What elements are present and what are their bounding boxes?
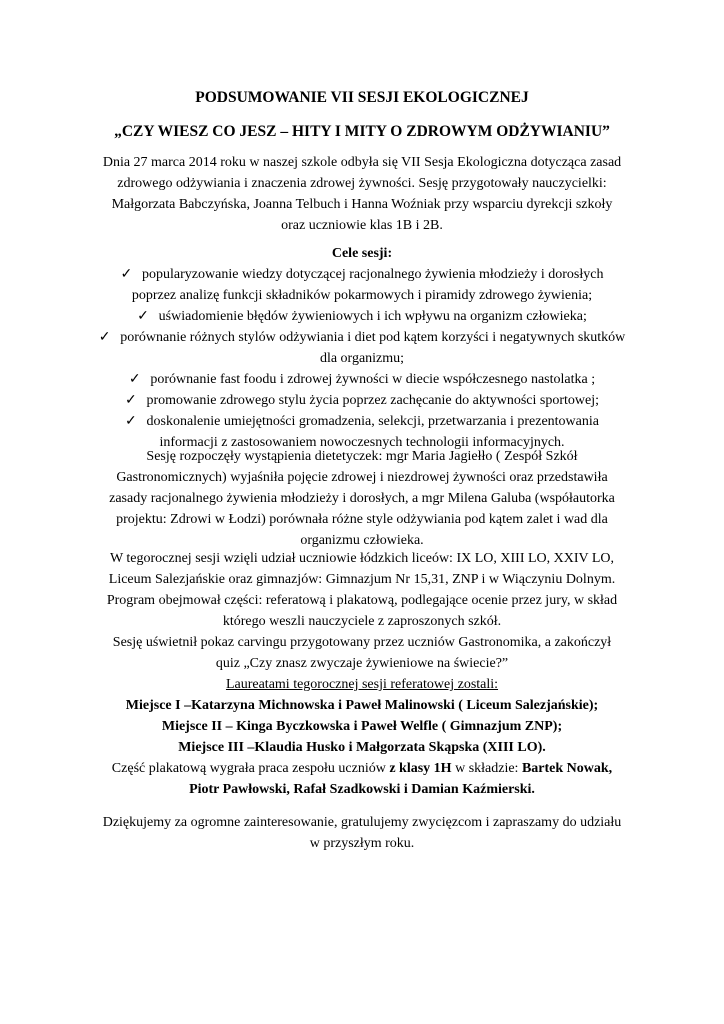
goal-item [40, 327, 684, 369]
participants-line: Sesję uświetnił pokaz carvingu przygotowany przez uczniów Gastronomika, a zakończył [112, 635, 612, 650]
poster-text: w składzie: [451, 761, 522, 776]
title-line-1: PODSUMOWANIE VII SESJI EKOLOGICZNEJ [195, 89, 529, 106]
closing-line: Dziękujemy za ogromne zainteresowanie, gratulujemy zwycięzcom i zapraszamy do udziału [102, 815, 622, 830]
participants-line: Program obejmował części: referatową i plakatową, podlegające ocenie przez jury, w skład [106, 593, 618, 608]
participants-paragraph [60, 548, 664, 674]
poster-students-line: Piotr Pawłowski, Rafał Szadkowski i Damian Kaźmierski. [189, 782, 535, 797]
winner-third-place: Miejsce III –Klaudia Husko i Małgorzata Skąpska (XIII LO). [178, 740, 546, 755]
goal-text: promowanie zdrowego stylu życia poprzez zachęcanie do aktywności sportowej; [146, 393, 599, 408]
poster-class: z klasy 1H [389, 761, 452, 776]
participants-line: quiz „Czy znasz zwyczaje żywieniowe na świecie?” [215, 656, 509, 671]
goal-text: dla organizmu; [319, 351, 405, 366]
goal-item [40, 264, 684, 306]
checkmark-icon: ✓ [98, 330, 111, 345]
goal-item [40, 306, 684, 327]
speakers-line: Sesję rozpoczęły wystąpienia dietetyczek: mgr Maria Jagiełło ( Zespół Szkół [146, 449, 578, 464]
winners-heading: Laureatami tegorocznej sesji referatowej zostali: [225, 677, 499, 692]
goal-text: popularyzowanie wiedzy dotyczącej racjonalnego żywienia młodzieży i dorosłych [142, 267, 604, 282]
goal-text: porównanie różnych stylów odżywiania i diet pod kątem korzyści i negatywnych skutków [120, 330, 626, 345]
intro-line: zdrowego odżywiania i znaczenia zdrowej żywności. Sesję przygotowały nauczycielki: [117, 176, 607, 191]
winner-first-place: Miejsce I –Katarzyna Michnowska i Paweł Malinowski ( Liceum Salezjańskie); [125, 698, 599, 713]
checkmark-icon: ✓ [137, 309, 149, 324]
poster-student: Bartek Nowak, [521, 761, 613, 776]
goal-text: informacji z zastosowaniem nowoczesnych technologii informacyjnych. [159, 435, 565, 450]
goal-text: poprzez analizę funkcji składników pokarmowych i piramidy zdrowego żywienia; [131, 288, 593, 303]
intro-line: oraz uczniowie klas 1B i 2B. [281, 218, 443, 233]
poster-winners-line [60, 758, 664, 779]
goal-text: porównanie fast foodu i zdrowej żywności w diecie współczesnego nastolatka ; [150, 372, 596, 387]
closing-line: w przyszłym roku. [309, 836, 415, 851]
winner-second-place: Miejsce II – Kinga Byczkowska i Paweł Welfle ( Gimnazjum ZNP); [161, 719, 563, 734]
intro-line: Dnia 27 marca 2014 roku w naszej szkole odbyła się VII Sesja Ekologiczna dotycząca zasad [102, 155, 622, 170]
goal-item [40, 369, 684, 390]
title-line-2: „CZY WIESZ CO JESZ – HITY I MITY O ZDROWYM ODŻYWIANIU” [114, 123, 610, 140]
speakers-line: zasady racjonalnego żywienia młodzieży i dorosłych, a mgr Milena Galuba (współautorka [109, 491, 615, 506]
speakers-paragraph [60, 446, 664, 551]
poster-text: Część plakatową wygrała praca zespołu uczniów [111, 761, 390, 776]
closing-paragraph [60, 812, 664, 854]
speakers-line: projektu: Zdrowi w Łodzi) porównała różne style odżywiania pod kątem zalet i wad dla [116, 512, 608, 527]
goal-text: doskonalenie umiejętności gromadzenia, selekcji, przetwarzania i prezentowania [146, 414, 599, 429]
participants-line: Liceum Salezjańskie oraz gimnazjów: Gimnazjum Nr 15,31, ZNP i w Wiączyniu Dolnym. [108, 572, 616, 587]
goal-item [40, 390, 684, 411]
checkmark-icon: ✓ [125, 393, 137, 408]
speakers-line: organizmu człowieka. [300, 533, 424, 548]
goals-list [40, 264, 684, 453]
goal-text: uświadomienie błędów żywieniowych i ich wpływu na organizm człowieka; [158, 309, 587, 324]
intro-line: Małgorzata Babczyńska, Joanna Telbuch i Hanna Woźniak przy wsparciu dyrekcji szkoły [111, 197, 613, 212]
checkmark-icon: ✓ [120, 267, 133, 282]
speakers-line: Gastronomicznych) wyjaśniła pojęcie zdrowej i niezdrowej żywności oraz przedstawiła [116, 470, 608, 485]
goals-heading: Cele sesji: [331, 246, 393, 261]
intro-paragraph [60, 152, 664, 236]
participants-line: którego weszli nauczyciele z zaproszonych szkół. [222, 614, 502, 629]
participants-line: W tegorocznej sesji wzięli udział uczniowie łódzkich liceów: IX LO, XIII LO, XXIV LO, [109, 551, 615, 566]
checkmark-icon: ✓ [128, 372, 141, 387]
winners-paragraph [60, 674, 664, 800]
checkmark-icon: ✓ [125, 414, 137, 429]
